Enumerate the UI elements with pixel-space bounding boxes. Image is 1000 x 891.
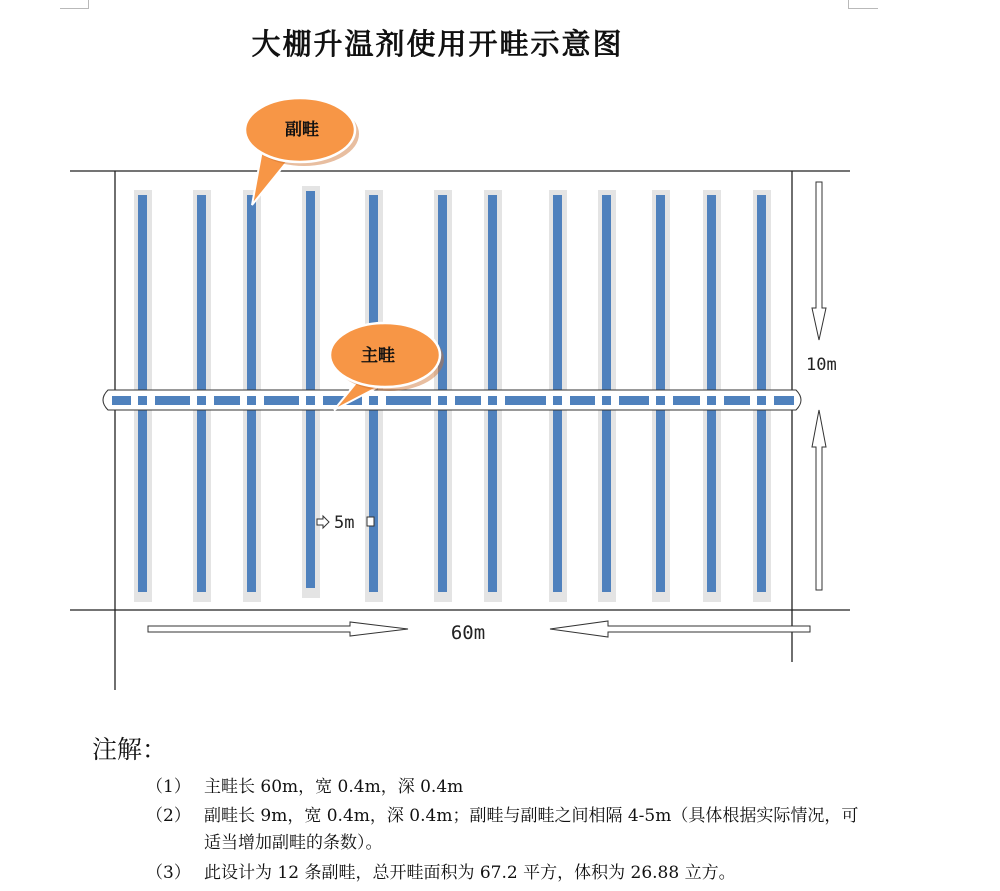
sub-furrow-label: 副畦 (285, 120, 319, 140)
diagram-title: 大棚升温剂使用开畦示意图 (251, 27, 624, 61)
notes-heading: 注解： (92, 735, 168, 764)
note-text: 主畦长 60m，宽 0.4m，深 0.4m (204, 777, 464, 797)
main-furrow-label: 主畦 (361, 346, 395, 366)
spacing-label: 5m (334, 513, 355, 533)
note-number: （2） (146, 806, 191, 826)
note-number: （3） (146, 863, 191, 883)
length-dimension (148, 621, 810, 644)
note-number: （1） (146, 777, 191, 797)
width-dimension (806, 182, 837, 590)
main-furrow (103, 390, 801, 410)
note-text: 副畦长 9m，宽 0.4m，深 0.4m；副畦与副畦之间相隔 4-5m（具体根据实际情况，可适当增加副畦的条数）。 (204, 806, 859, 853)
note-text: 此设计为 12 条副畦，总开畦面积为 67.2 平方，体积为 26.88 立方。 (204, 863, 736, 883)
length-label: 60m (450, 622, 486, 644)
width-label: 10m (806, 355, 837, 375)
